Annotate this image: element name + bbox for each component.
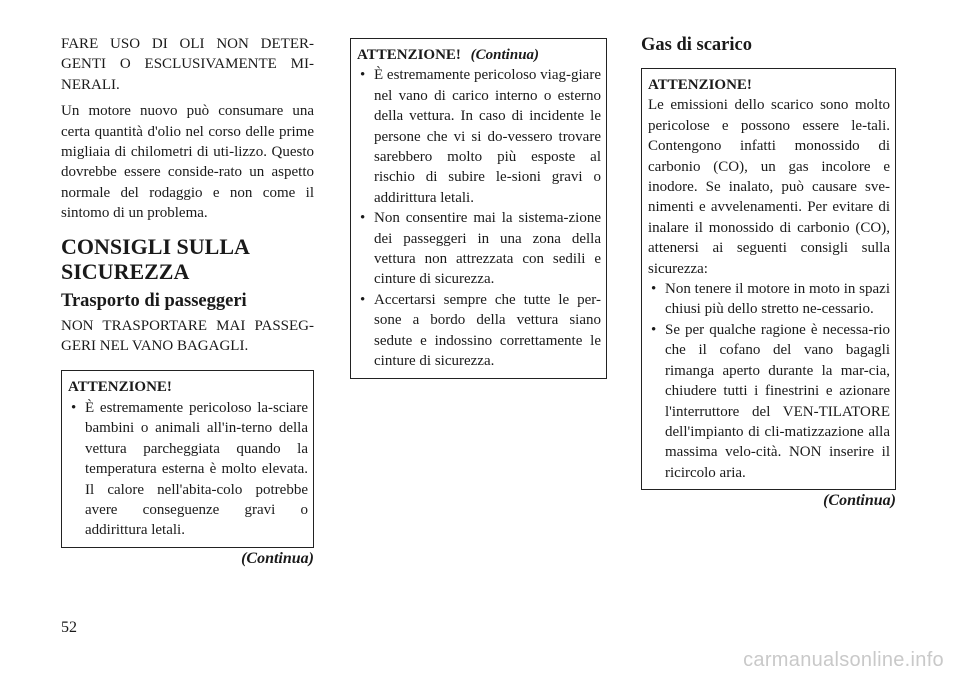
warning-item: • Se per qualche ragione è necessa-rio che il cofano del vano bagagli rimanga aperto durante la mar-cia, chiudere tutti i finestrini e azionare l'interruttore del VEN-TILATORE dell'impianto di cli-matizzazione alla massima velo-cità. NON inserire il ricircolo aria. [648,320,890,483]
warning-list [68,398,308,541]
subsection-heading: Trasporto di passeggeri [61,290,247,311]
warning-item: • È estremamente pericoloso la-sciare bambini o animali all'in-terno della vettura parcheggiata quando la temperatura esterna è molto elevata. Il calore nell'abita-colo potrebbe avere conseguenze gravi o addirittura letali. [68,398,308,541]
section-heading: CONSIGLI SULLA SICUREZZA [61,233,249,284]
oil-consumption-paragraph: Un motore nuovo può consumare una certa quantità d'olio nel corso delle prime migliaia di chilometri di uti-lizzo. Questo dovrebbe essere conside-rato un aspetto normale del rodaggio e non come il sintomo di un problema. [61,103,314,222]
warning-item: • Non tenere il motore in moto in spazi chiusi più dello stretto ne-cessario. [648,279,890,320]
column-left [61,34,314,569]
warning-box-passengers [61,370,314,547]
column-right [641,34,896,511]
oil-caution-text: FARE USO DI OLI NON DETER-GENTI O ESCLUSIVAMENTE MI-NERALI. [61,36,314,93]
warning-item: • Non consentire mai la sistema-zione dei passeggeri in una zona della vettura non attrezzata con sedili e cinture di sicurezza. [357,208,601,290]
continued-label: (Continua) [823,492,896,510]
passenger-notice: NON TRASPORTARE MAI PASSEG-GERI NEL VANO BAGAGLI. [61,317,314,355]
continued-label: (Continua) [241,549,314,567]
column-middle [350,38,607,379]
warning-box-exhaust [641,68,896,490]
warning-title-row [357,45,601,65]
warning-continued-label: (Continua) [470,47,540,63]
section-heading: Gas di scarico [641,35,752,55]
warning-item: • Accertarsi sempre che tutte le per-sone a bordo della vettura siano sedute e indossino correttamente le cinture di sicurezza. [357,290,601,372]
warning-title: ATTENZIONE! [357,47,461,63]
warning-text: Le emissioni dello scarico sono molto pericolose e possono essere le-tali. Contengono infatti monossido di carbonio (CO), un gas incolore e inodore. Se inalato, può causare sve-nimenti e avvelenamenti. Per evitare di inalare il monossido di carbonio (CO), attenersi ai seguenti consigli sulla sicurezza: [648,97,890,277]
warning-title: ATTENZIONE! [68,379,172,396]
warning-box-continued [350,38,607,379]
warning-list [357,65,601,371]
warning-item: • È estremamente pericoloso viag-giare nel vano di carico interno o esterno della vettura. In caso di incidente le persone che vi si do-vessero trovare sarebbero molto più esposte al rischio di subire le-sioni gravi o addirittura letali. [357,65,601,208]
warning-title: ATTENZIONE! [648,77,752,93]
warning-list [648,279,890,483]
page-number: 52 [61,619,77,636]
watermark: carmanualsonline.info [743,649,944,671]
